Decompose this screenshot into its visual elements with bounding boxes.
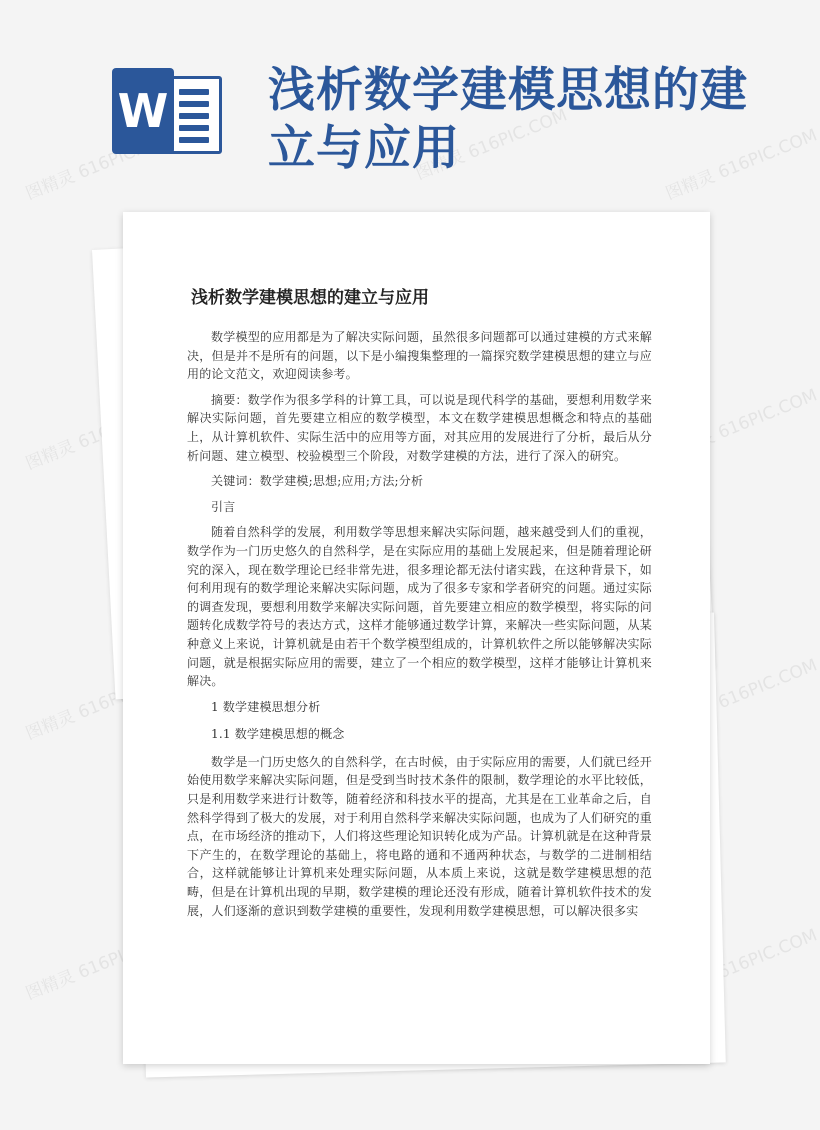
watermark: 图精灵 616PIC.COM	[23, 925, 181, 1005]
section-heading-introduction: 引言	[211, 499, 236, 514]
word-letter-badge: W	[112, 68, 174, 154]
section-heading-1-1: 1.1 数学建模思想的概念	[211, 727, 345, 742]
watermark: 图精灵 616PIC.COM	[23, 125, 181, 205]
watermark: 图精灵	[23, 436, 78, 475]
header-title: 浅析数学建模思想的建立与应用	[268, 63, 748, 176]
word-document-icon	[112, 68, 220, 154]
document-body	[187, 328, 652, 927]
abstract-paragraph: 摘要：数学作为很多学科的计算工具，可以说是现代科学的基础，要想利用数学来解决实际问题，首先要建立相应的数学模型，本文在数学建模思想概念和特点的基础上，从计算机软件、实际生活中的应用等方面，对其应用的发展进行了分析，最后从分析问题、建立模型、校验模型三个阶段，对数学建模的方法，进行了深入的研究。	[187, 392, 652, 463]
watermark: 图精灵 616PIC.COM	[413, 105, 571, 185]
watermark: 图精灵 616PIC.COM	[23, 665, 181, 745]
keywords-paragraph: 关键词：数学建模;思想;应用;方法;分析	[211, 474, 424, 489]
introduction-paragraph: 随着自然科学的发展，利用数学等思想来解决实际问题，越来越受到人们的重视，数学作为一门历史悠久的自然科学，是在实际应用的基础上发展起来，但是随着理论研究的深入，现在数学理论已经非常先进，很多理论都无法付诸实践，在这种背景下，如何利用现有的数学理论来解决实际问题，成为了很多专家和学者研究的问题。通过实际的调查发现，要想利用数学来解决实际问题，首先要建立相应的数学模型，将实际的问题转化成数学符号的表达方式，这样才能够通过数学计算，来解决一些实际问题，从某种意义上来说，计算机就是由若干个数学模型组成的，计算机软件之所以能够解决实际问题，就是根据实际应用的需要，建立了一个相应的数学模型，这样才能够让计算机来解决。	[187, 525, 652, 689]
watermark: 图精灵 616PIC.COM	[663, 125, 820, 205]
document-title: 浅析数学建模思想的建立与应用	[191, 288, 429, 308]
watermark: 图精灵 616PIC.COM	[663, 925, 820, 1005]
watermark: 图精灵 616PIC.COM	[663, 655, 820, 735]
section-heading-1: 1 数学建模思想分析	[211, 699, 321, 714]
intro-paragraph: 数学模型的应用都是为了解决实际问题，虽然很多问题都可以通过建模的方式来解决，但是并不是所有的问题，以下是小编搜集整理的一篇探究数学建模思想的建立与应用的论文范文，欢迎阅读参考。	[187, 330, 652, 382]
section-1-1-paragraph: 数学是一门历史悠久的自然科学，在古时候，由于实际应用的需要，人们就已经开始使用数学来解决实际问题，但是受到当时技术条件的限制，数学理论的水平比较低，只是利用数学来进行计数等，随着经济和科技水平的提高，尤其是在工业革命之后，自然科学得到了极大的发展，对于利用自然科学来解决实际问题，也成为了人们研究的重点，在市场经济的推动下，人们将这些理论知识转化成为产品。计算机就是在这种背景下产生的，在数学理论的基础上，将电路的通和不通两种状态，与数学的二进制相结合，这样就能够让计算机来处理实际问题，从本质上来说，这就是数学建模思想的范畴，但是在计算机出现的早期，数学建模的理论还没有形成，随着计算机软件技术的发展，人们逐渐的意识到数学建模的重要性，发现利用数学建模思想，可以解决很多实	[187, 754, 652, 918]
watermark: 图精灵 616PIC.COM	[663, 385, 820, 465]
document-page	[123, 212, 710, 1064]
